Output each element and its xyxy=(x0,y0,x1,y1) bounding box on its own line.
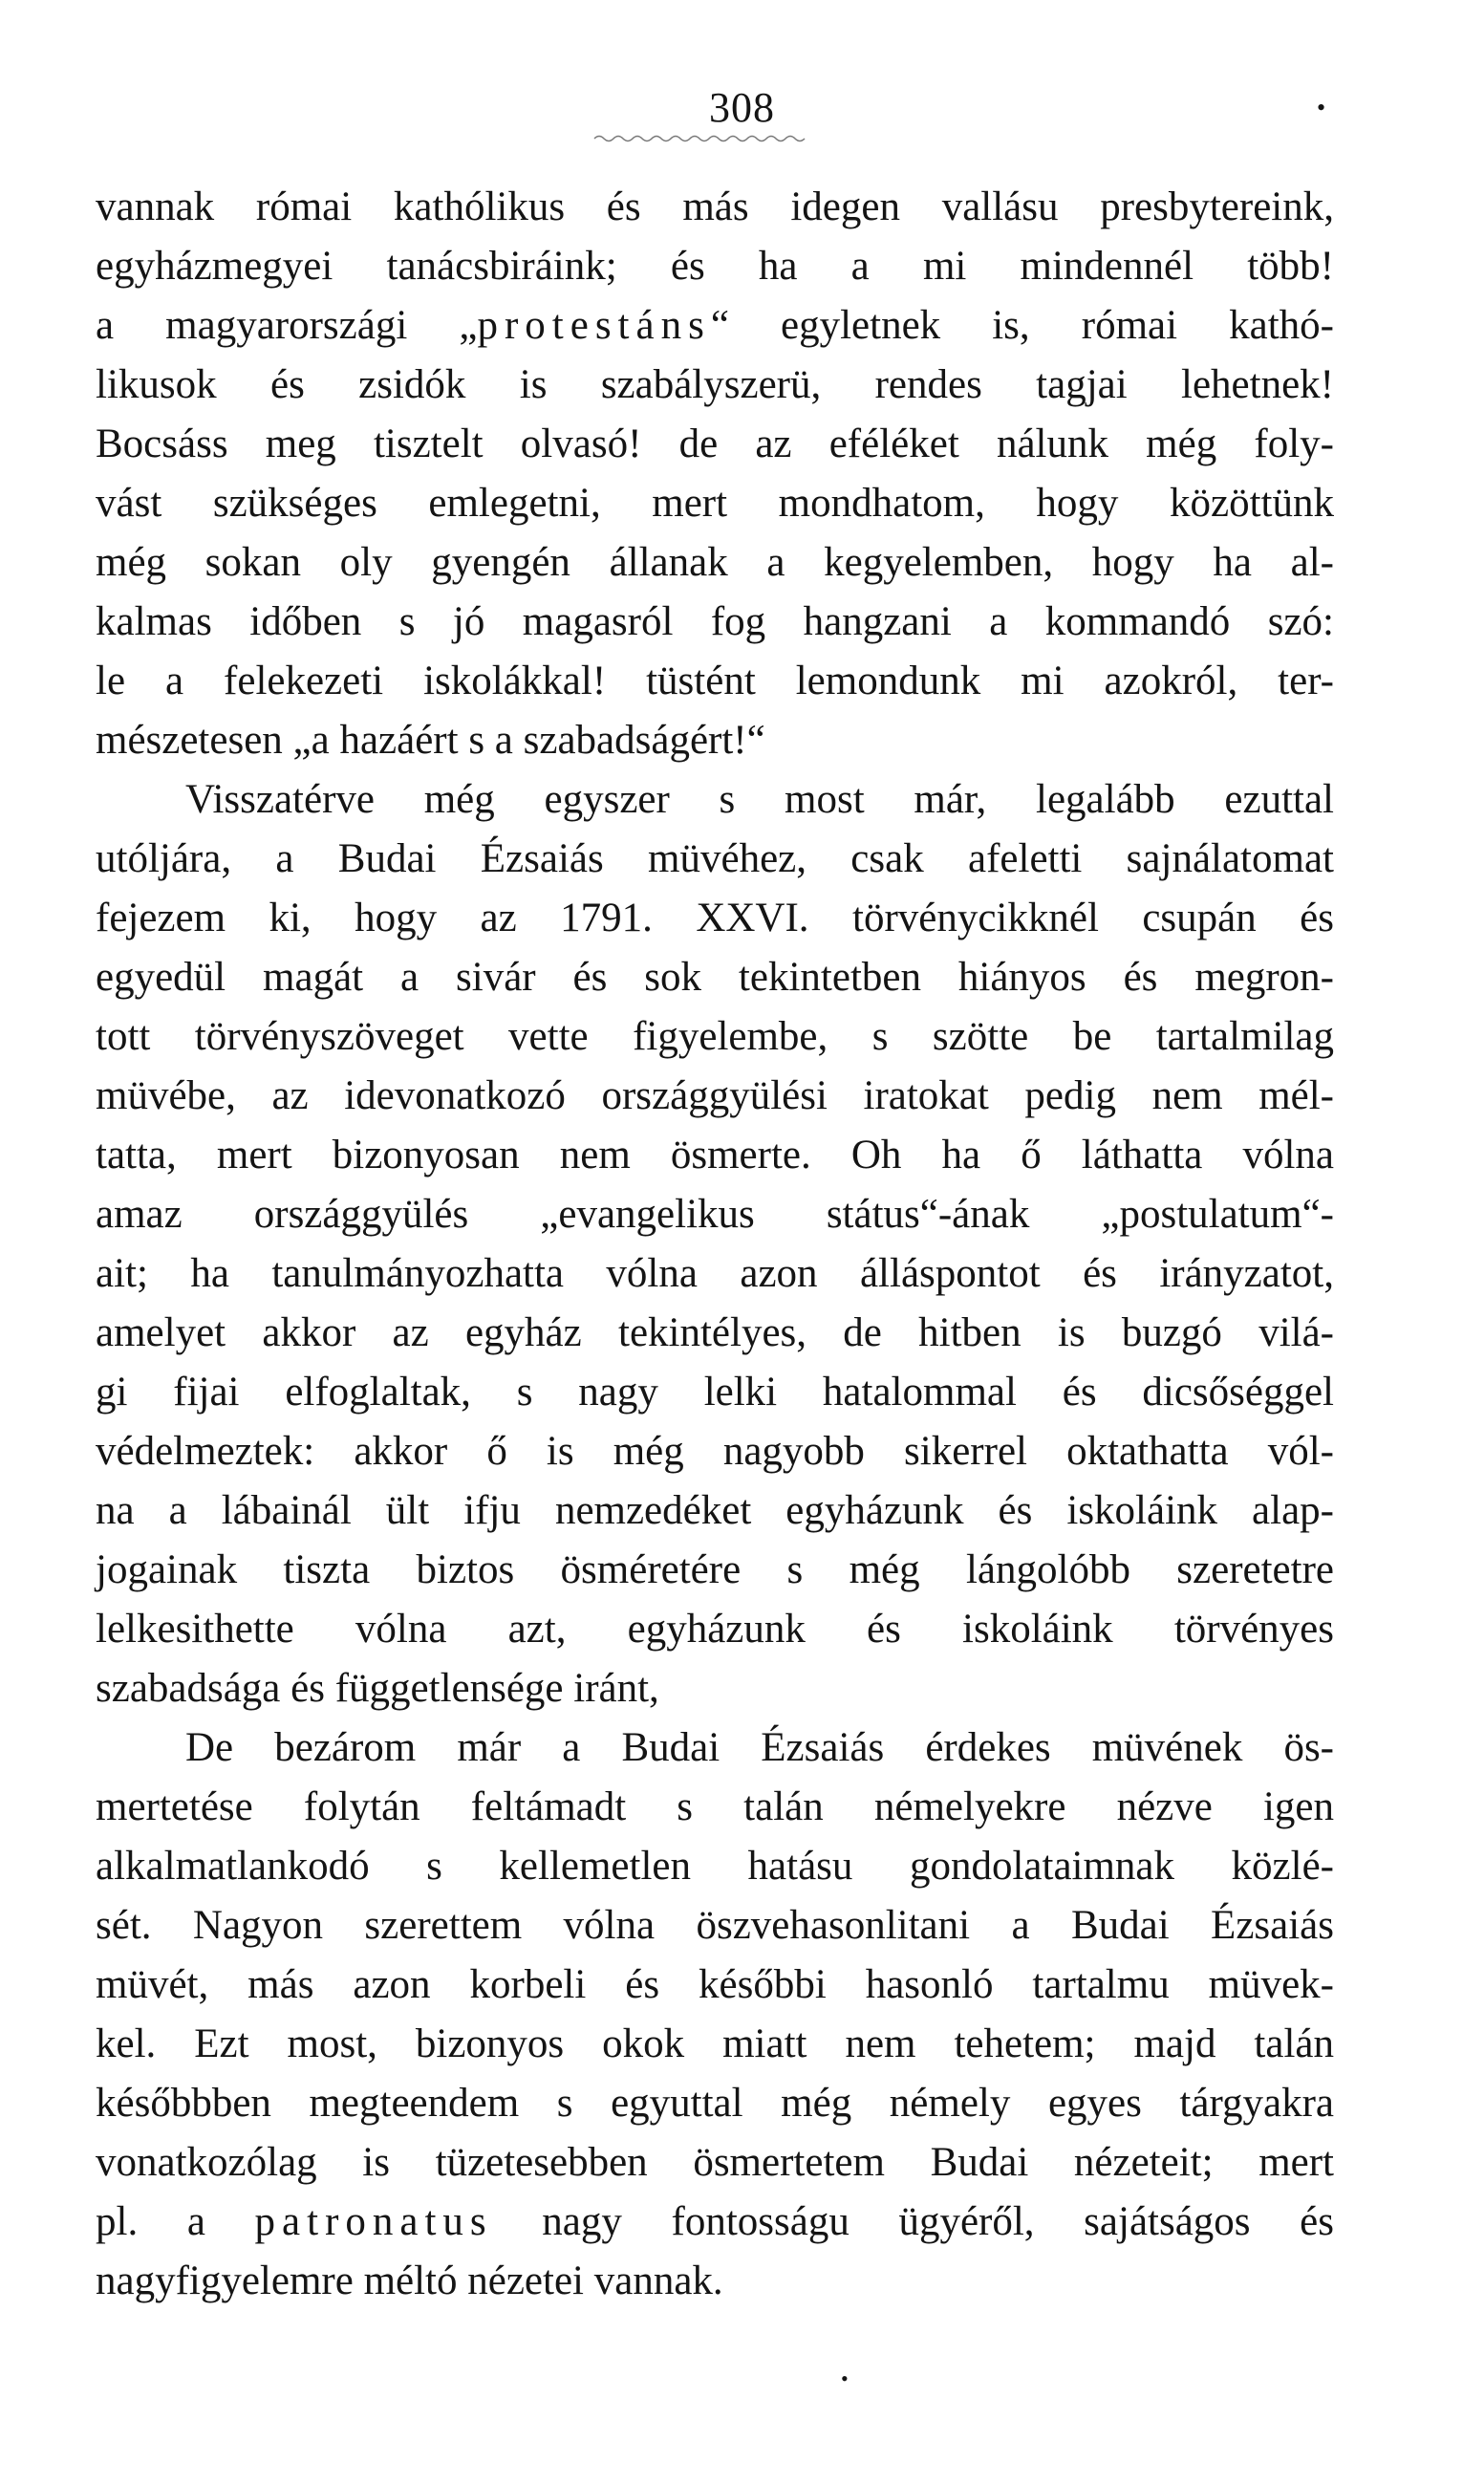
text-line: Bocsáss meg tisztelt olvasó! de az eféléket nálunk még foly- xyxy=(96,421,1334,466)
corner-mark: • xyxy=(1317,94,1326,121)
text-line: lelkesithette vólna azt, egyházunk és iskoláink törvényes xyxy=(96,1607,1334,1652)
bottom-mark: • xyxy=(841,2366,849,2390)
text-line: egyedül magát a sivár és sok tekintetben hiányos és megron- xyxy=(96,955,1334,1000)
text-line: gi fijai elfoglaltak, s nagy lelki hatalommal és dicsőséggel xyxy=(96,1370,1334,1415)
text-line: kel. Ezt most, bizonyos okok miatt nem tehetem; majd talán xyxy=(96,2021,1334,2066)
text-line: tatta, mert bizonyosan nem ösmerte. Oh ha ő láthatta vólna xyxy=(96,1133,1334,1178)
text-line-spaced: a magyarországi „protestáns“ egyletnek is, római kathó- xyxy=(96,303,1334,348)
text-line: utóljára, a Budai Ézsaiás müvéhez, csak afeletti sajnálatomat xyxy=(96,836,1334,881)
paragraph-start-line: De bezárom már a Budai Ézsaiás érdekes müvének ös- xyxy=(185,1725,1334,1770)
text-line: likusok és zsidók is szabályszerü, rendes tagjai lehetnek! xyxy=(96,362,1334,407)
text-line: kalmas időben s jó magasról fog hangzani a kommandó szó: xyxy=(96,599,1334,644)
body-text xyxy=(96,178,1334,2311)
text-line: szabadsága és függetlensége iránt, xyxy=(96,1666,659,1711)
text-line: le a felekezeti iskolákkal! tüstént lemondunk mi azokról, ter- xyxy=(96,659,1334,703)
text-line: mészetesen „a hazáért s a szabadságért!“ xyxy=(96,718,765,763)
text-line: jogainak tiszta biztos ösméretére s még lángolóbb szeretetre xyxy=(96,1547,1334,1592)
text-line: későbbben megteendem s egyuttal még némely egyes tárgyakra xyxy=(96,2081,1334,2126)
spaced-word: patronatus xyxy=(254,2199,493,2244)
text-line: védelmeztek: akkor ő is még nagyobb sikerrel oktathatta vól- xyxy=(96,1429,1334,1474)
text-line: sét. Nagyon szerettem vólna öszvehasonlitani a Budai Ézsaiás xyxy=(96,1903,1334,1948)
text-line: vonatkozólag is tüzetesebben ösmertetem Budai nézeteit; mert xyxy=(96,2140,1334,2185)
text-line: ait; ha tanulmányozhatta vólna azon álláspontot és irányzatot, xyxy=(96,1251,1334,1296)
text-line: müvét, más azon korbeli és későbbi hasonló tartalmu müvek- xyxy=(96,1962,1334,2007)
text-line: mertetése folytán feltámadt s talán némelyekre nézve igen xyxy=(96,1784,1334,1829)
decorative-squiggle-rule xyxy=(592,132,812,145)
page-number: 308 xyxy=(709,84,775,131)
text-line: még sokan oly gyengén állanak a kegyelemben, hogy ha al- xyxy=(96,540,1334,585)
text-line: müvébe, az idevonatkozó országgyülési iratokat pedig nem mél- xyxy=(96,1073,1334,1118)
paragraph-start-line: Visszatérve még egyszer s most már, legalább ezuttal xyxy=(185,777,1334,822)
text-line-spaced: pl. a patronatus nagy fontosságu ügyéről, sajátságos és xyxy=(96,2199,1334,2244)
text-line: vást szükséges emlegetni, mert mondhatom, hogy közöttünk xyxy=(96,481,1334,526)
text-line: nagyfigyelemre méltó nézetei vannak. xyxy=(96,2258,723,2303)
text-line: na a lábainál ült ifju nemzedéket egyházunk és iskoláink alap- xyxy=(96,1488,1334,1533)
text-line: tott törvényszöveget vette figyelembe, s szötte be tartalmilag xyxy=(96,1014,1334,1059)
text-line: amelyet akkor az egyház tekintélyes, de hitben is buzgó vilá- xyxy=(96,1310,1334,1355)
text-line: vannak római kathólikus és más idegen vallásu presbytereink, xyxy=(96,184,1334,229)
text-line: fejezem ki, hogy az 1791. XXVI. törvénycikknél csupán és xyxy=(96,896,1334,940)
text-line: egyházmegyei tanácsbiráink; és ha a mi mindennél több! xyxy=(96,244,1334,289)
text-line: amaz országgyülés „evangelikus státus“-ának „postulatum“- xyxy=(96,1192,1334,1237)
text-line: alkalmatlankodó s kellemetlen hatásu gondolataimnak közlé- xyxy=(96,1844,1334,1889)
spaced-word: protestáns xyxy=(477,303,711,348)
